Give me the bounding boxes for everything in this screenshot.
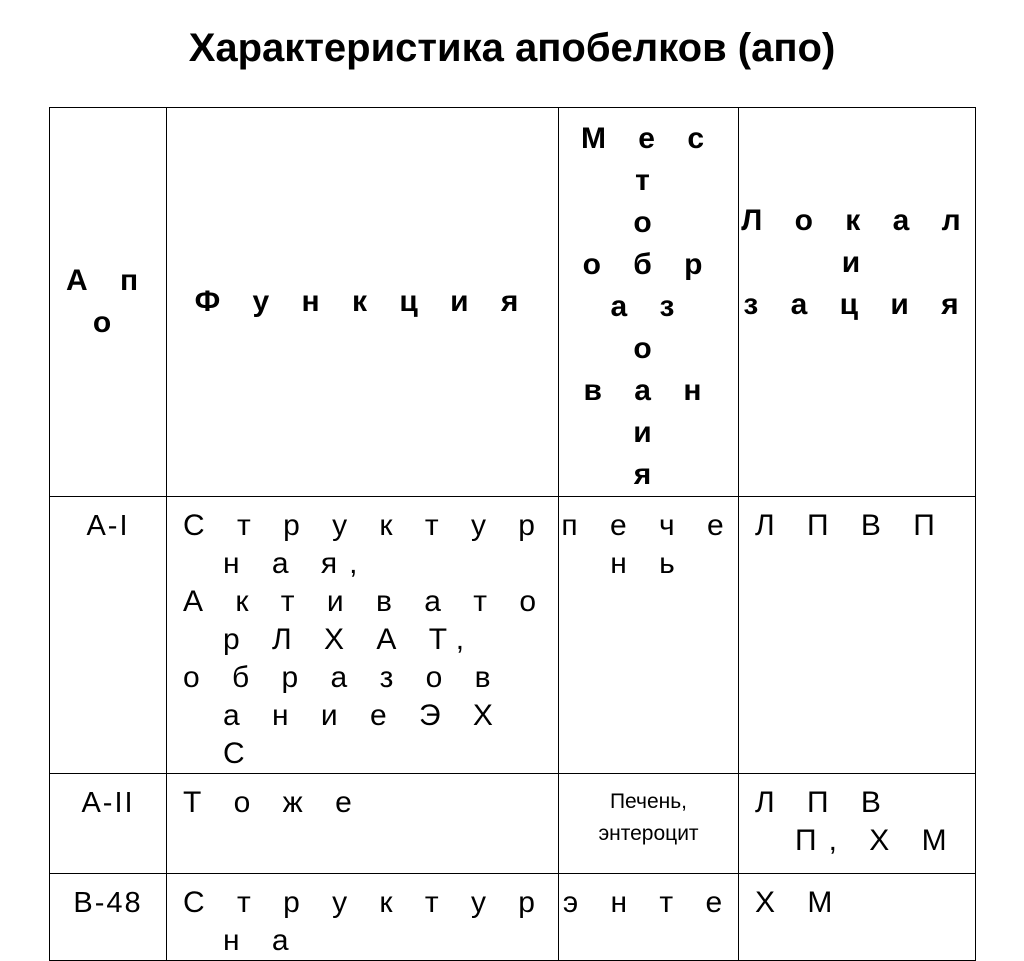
cell-localization: Л П В П, Х М [739, 774, 976, 874]
slide-title: Характеристика апобелков (апо) [188, 26, 836, 70]
cell-function: С т р у к т у р н а я, А к т и в а т о р Л Х А Т, о б р а з о в а н и е Э Х С [167, 497, 559, 774]
table-header-row [50, 108, 976, 497]
table-row [50, 774, 976, 874]
cell-place: Печень, энтероцит [559, 774, 739, 874]
table-row [50, 497, 976, 774]
cell-place: п е ч е н ь [559, 497, 739, 774]
header-localization: Л о к а л и з а ц и я [739, 108, 976, 497]
header-apo: А п о [50, 108, 167, 497]
cell-localization: Л П В П [739, 497, 976, 774]
apoproteins-table [49, 107, 976, 961]
cell-apo: В-48 [50, 874, 167, 961]
header-place-of-formation: М е с т о о б р а з о в а н и я [559, 108, 739, 497]
header-function: Ф у н к ц и я [167, 108, 559, 497]
cell-function: С т р у к т у р н а [167, 874, 559, 961]
table-row [50, 874, 976, 961]
cell-localization: Х М [739, 874, 976, 961]
cell-place: э н т е [559, 874, 739, 961]
cell-apo: А-II [50, 774, 167, 874]
cell-function: Т о ж е [167, 774, 559, 874]
cell-apo: А-I [50, 497, 167, 774]
